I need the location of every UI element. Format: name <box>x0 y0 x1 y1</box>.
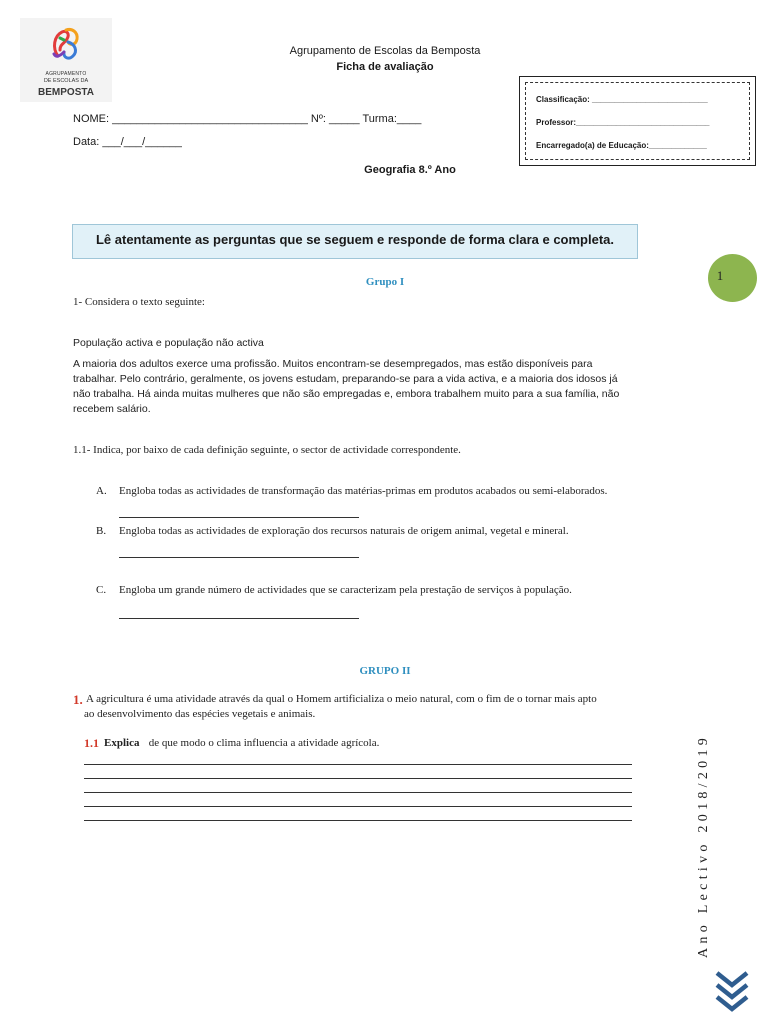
question-1: 1- Considera o texto seguinte: <box>73 296 205 308</box>
text-line: recebem salário. <box>73 403 151 415</box>
logo-emblem-icon <box>20 18 112 70</box>
classification-field[interactable]: Classificação: __________________________ <box>536 95 708 104</box>
group-1-title: Grupo I <box>365 276 405 288</box>
answer-line-2-1[interactable] <box>84 778 632 779</box>
chevrons-down-icon <box>714 970 750 1016</box>
text-line: A maioria dos adultos exerce uma profissão. Muitos encontram-se desempregados, mas estão disponíveis para <box>73 358 593 370</box>
answer-line-c[interactable] <box>119 618 359 619</box>
answer-line-a[interactable] <box>119 517 359 518</box>
question-2-line-2: ao desenvolvimento das espécies vegetais e animais. <box>84 708 316 720</box>
logo-line-3: BEMPOSTA <box>38 87 94 98</box>
text-line: trabalhar. Pelo contrário, geralmente, os jovens estudam, preparando-se para a vida activa, e a maioria dos idosos já <box>73 373 618 385</box>
answer-line-2-1[interactable] <box>84 820 632 821</box>
school-logo <box>20 18 112 102</box>
group-2-title: GRUPO II <box>359 665 411 677</box>
question-1-1: 1.1- Indica, por baixo de cada definição seguinte, o sector de actividade correspondente. <box>73 444 461 456</box>
logo-line-2: DE ESCOLAS DA <box>43 78 89 84</box>
answer-line-2-1[interactable] <box>84 806 632 807</box>
question-2-1-number: 1.1 <box>84 736 99 750</box>
teacher-field[interactable]: Professor:______________________________ <box>536 118 710 127</box>
answer-line-2-1[interactable] <box>84 792 632 793</box>
item-text-a: Engloba todas as actividades de transformação das matérias-primas em produtos acabados ou semi-elaborados. <box>119 485 608 497</box>
date-field[interactable]: Data: ___/___/______ <box>73 136 182 148</box>
item-letter-b: B. <box>96 525 107 537</box>
item-text-c: Engloba um grande número de actividades que se caracterizam pela prestação de serviços à população. <box>119 584 572 596</box>
item-letter-a: A. <box>96 485 107 497</box>
answer-line-b[interactable] <box>119 557 359 558</box>
text-title: População activa e população não activa <box>73 337 264 349</box>
instruction-text: Lê atentamente as perguntas que se seguem e responde de forma clara e completa. <box>95 232 614 247</box>
school-year-vertical-text: Ano Lectivo 2018/2019 <box>696 733 711 958</box>
question-2-line-1: A agricultura é uma atividade através da qual o Homem artificializa o meio natural, com o fim de o tornar mais apto <box>86 693 597 705</box>
school-name: Agrupamento de Escolas da Bemposta <box>289 45 481 57</box>
subject-title: Geografia 8.º Ano <box>364 164 456 176</box>
question-2-1-text: de que modo o clima influencia a atividade agrícola. <box>146 737 380 749</box>
page-number: 1 <box>716 268 724 283</box>
logo-line-1: AGRUPAMENTO <box>45 71 87 77</box>
question-2-number: 1. <box>73 692 83 707</box>
text-line: não trabalha. Há ainda muitas mulheres que não são empregadas e, embora trabalhem muito para a sua família, não <box>73 388 620 400</box>
question-2-1-keyword: Explica <box>104 737 140 749</box>
name-number-class-field[interactable]: NOME: ________________________________ Nº: _____ Turma:____ <box>73 113 422 125</box>
item-text-b: Engloba todas as actividades de exploração dos recursos naturais de origem animal, vegetal e mineral. <box>119 525 569 537</box>
document-title: Ficha de avaliação <box>336 61 434 73</box>
guardian-field[interactable]: Encarregado(a) de Educação:_____________ <box>536 141 707 150</box>
answer-line-2-1[interactable] <box>84 764 632 765</box>
item-letter-c: C. <box>96 584 107 596</box>
